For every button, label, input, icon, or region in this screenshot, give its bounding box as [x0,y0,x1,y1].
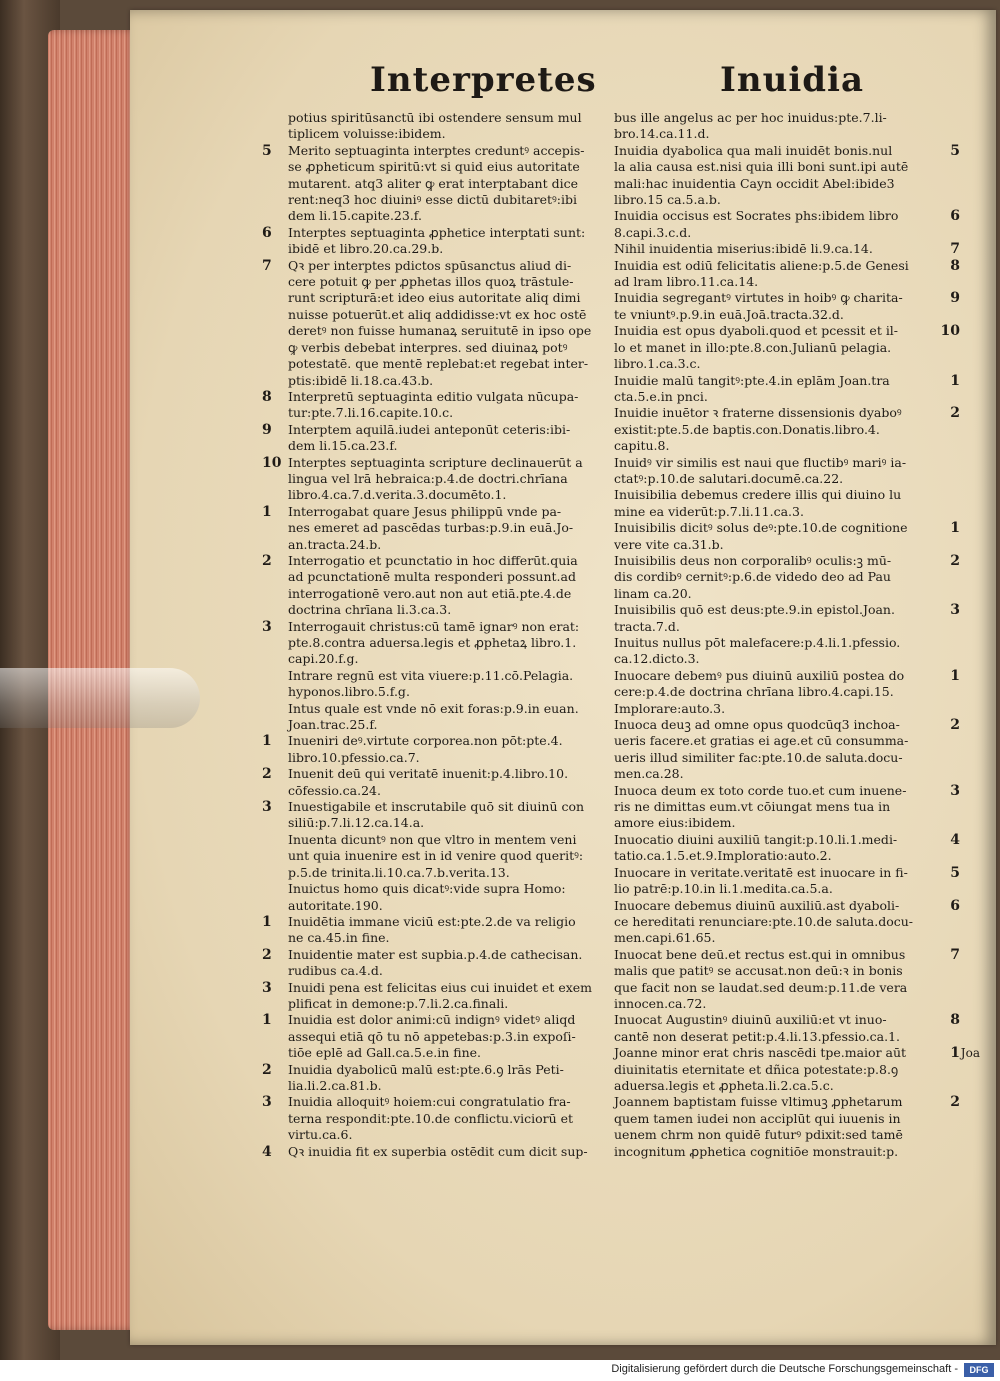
index-entry [288,668,608,701]
index-entry [262,421,608,455]
entry-number: 5 [950,864,960,881]
entry-number: 2 [950,1094,960,1111]
index-entry [614,552,960,602]
entry-number: 2 [262,766,272,783]
index-entry [262,733,608,766]
index-entry [262,766,608,799]
index-entry [614,257,960,291]
entry-number: 5 [950,142,960,159]
footer-bar [0,1360,1000,1381]
index-entry [288,110,608,143]
entry-text: Inuocatio diuini auxiliū tangit:p.10.li.1.medi- tatio.ca.1.5.et.9.Imploratio:auto.2. [614,831,898,864]
entry-text: Inuoca deum ex toto corde tuo.et cum inuene- ris ne dimittas eum.vt cōiungat mens tua in amore eius:ibidem. [614,782,907,831]
entry-text: Inuidia est odiū felicitatis aliene:p.5.de Genesi ad lram libro.11.ca.14. [614,257,909,290]
entry-text: Inuidia est dolor animi:cū indignꝰ videtꝰ aliqd assequi etiā qō tu nō appetebas:p.3.in expoſi- tiōe eplē ad Gall.ca.5.e.in fine. [288,1012,576,1061]
index-entry [614,487,924,520]
entry-number: 9 [262,421,272,438]
entry-number: 1 [950,372,960,389]
index-entry [614,323,960,372]
entry-number: 3 [262,618,272,635]
index-entry [614,520,960,553]
index-entry [262,946,608,980]
entry-text: Joannem baptistam fuisse vltimuꝫ ꝓphetarum quem tamen iudei non acciplūt qui iuuenis in uenem chrm non quidē futurꝰ pdixit:sed tamē incognitum ꝓphetica cognitiōe monstrauit:p. [614,1094,903,1159]
entry-text: Interpretū septuaginta editio vulgata nūcupa- tur:pte.7.li.16.capite.10.c. [288,388,579,421]
index-entry [262,913,608,947]
entry-text: Interrogabat quare Jesus philippū vnde pa- nes emeret ad pascēdas turbas:p.9.in euā.Jo- an.tracta.24.b. [288,503,574,552]
entry-text: Inuidia est opus dyaboli.quod et pcessit et il- lo et manet in illo:pte.8.con.Julianū pelagia. libro.1.ca.3.c. [614,323,899,372]
entry-number: 4 [262,1143,272,1160]
index-entry [262,257,608,389]
entry-text: Inuidia occisus est Socrates phs:ibidem libro 8.capi.3.c.d. [614,208,899,240]
footer-credit: Digitalisierung gefördert durch die Deutsche Forschungsgemeinschaft - [611,1363,958,1375]
entry-text: Inuidia dyabolicū malū est:pte.6.ꝯ lrās Peti- lia.li.2.ca.81.b. [288,1061,564,1093]
entry-number: 7 [950,946,960,963]
entry-text: Inuidi pena est felicitas eius cui inuidet et exem plificat in demone:p.7.li.2.ca.finali. [288,979,593,1011]
index-entry [614,208,960,241]
entry-text: Inuisibilis quō est deus:pte.9.in epistol.Joan. tracta.7.d. [614,602,895,634]
entry-text: Inuidie malū tangitꝰ:pte.4.in eplām Joan.tra cta.5.e.in pnci. [614,372,890,404]
entry-number: 8 [950,257,960,274]
index-entry [262,503,608,553]
index-entry [262,454,608,504]
entry-number: 2 [262,946,272,963]
entry-text: Merito septuaginta interptes creduntꝰ accepis- se ꝓpheticum spiritū:vt si quid eius autoritate mutarent. atq3 aliter ꝙ erat interptabant dice rent:neq3 hoc diuiniꝰ esse dictū dubitaretꝰ:ibi dem li.15.capite.23.f. [288,142,585,224]
entry-text: Inuenit deū qui veritatē inuenit:p.4.libro.10. cōfessio.ca.24. [288,766,569,798]
entry-number: 5 [262,142,272,159]
index-entry [614,782,960,832]
entry-text: Joanne minor erat chris nascēdi tpe.maior aūt diuinitatis eternitate et dñica potestate:p.8.ꝯ aduersa.legis et ꝓpheta.li.2.ca.5.c. [614,1045,907,1093]
left-column [262,110,608,1160]
entry-text: Inuocat bene deū.et rectus est.qui in omnibus malis que patitꝰ se accusat.non deū:ꝛ in bonis que facit non se laudat.sed deum:p.11.de vera innocen.ca.72. [614,946,908,1011]
index-entry [262,224,608,258]
entry-text: Inuidētia immane viciū est:pte.2.de va religio ne ca.45.in fine. [288,913,576,946]
entry-text: Interrogauit christus:cū tamē ignarꝰ non erat: pte.8.contra aduersa.legis et ꝓphetaꝝ libro.1. capi.20.f.g. [288,618,580,667]
index-entry [262,142,608,225]
index-entry [262,618,608,668]
entry-text: Interptes septuaginta scripture declinauerūt a lingua vel lrā hebraica:p.4.de doctri.chrīana libro.4.ca.7.d.verita.3.documēto.1. [288,454,583,503]
entry-text: Inueniri deꝰ.virtute corporea.non pōt:pte.4. libro.10.pfessio.ca.7. [288,733,563,765]
entry-number: 1 [950,1045,960,1062]
entry-number: 10 [940,323,960,340]
entry-number: 1 [262,1012,272,1029]
entry-text: Inuisibilis deus non corporalibꝰ oculis:ꝫ mū- dis cordibꝰ cernitꝰ:p.6.de videdo deo ad Pau linam ca.20. [614,552,892,601]
entry-number: 1 [950,667,960,684]
index-entry [614,1094,960,1160]
entry-text: Nihil inuidentia miserius:ibidē li.9.ca.14. [614,241,873,257]
index-entry [614,831,960,865]
right-running-head: Inuidia [720,60,864,100]
entry-number: 1 [950,520,960,537]
index-entry [614,241,960,258]
entry-text: Inuocare debemus diuinū auxiliū.ast dyaboli- ce hereditati renunciare:pte.10.de saluta.docu- men.capi.61.65. [614,897,914,946]
entry-text: Inuitus nullus pōt malefacere:p.4.li.1.pfessio. ca.12.dicto.3. [614,635,901,667]
entry-text: Inuidie inuētor ꝛ fraterne dissensionis dyaboꝰ existit:pte.5.de baptis.con.Donatis.libro.4. capitu.8. [614,405,902,454]
entry-text: Inuocare in veritate.veritatē est inuocare in fi- lio patrē:p.10.in li.1.medita.ca.5.a. [614,864,908,897]
index-entry [614,635,924,668]
index-entry [614,602,960,635]
entry-text: Inuestigabile et inscrutabile quō sit diuinū con siliū:p.7.li.12.ca.14.a. [288,799,585,831]
entry-number: 2 [950,717,960,734]
entry-text: Inuidia alloquitꝰ hoiem:cui congratulatio fra- terna respondit:pte.10.de conflictu.viciorū et virtu.ca.6. [288,1094,574,1143]
index-entry [614,405,960,454]
index-entry [614,1045,980,1094]
entry-text: Inuenta dicuntꝰ non que vltro in mentem veni unt quia inuenire est in id venire quod queritꝰ: p.5.de trinita.li.10.ca.7.b.verita.13. [288,831,584,880]
index-entry [262,1094,608,1143]
index-entry [288,832,608,881]
entry-number: 1 [262,503,272,520]
entry-number: 1 [262,913,272,930]
index-entry [288,881,608,914]
entry-number: 6 [950,208,960,225]
index-entry [614,110,924,143]
book-page [130,10,996,1345]
entry-number: 7 [262,257,272,274]
index-entry [614,667,960,717]
entry-number: 6 [950,897,960,914]
index-entry [614,717,960,783]
entry-number: 3 [262,799,272,816]
dfg-logo: DFG [964,1363,994,1377]
index-entry [614,142,960,209]
entry-number: 9 [950,290,960,307]
index-entry [262,1143,608,1160]
entry-number: 8 [950,1012,960,1029]
entry-number: 7 [950,241,960,258]
index-entry [614,290,960,323]
index-entry [262,979,608,1013]
entry-text: Inuictus homo quis dicatꝰ:vide supra Homo: autoritate.190. [288,881,566,913]
left-running-head: Interpretes [370,60,597,100]
entry-text: potius spiritūsanctū ibi ostendere sensum mul tiplicem voluisse:ibidem. [288,110,582,142]
entry-text: Intrare regnū est vita viuere:p.11.cō.Pelagia. hyponos.libro.5.f.g. [288,667,574,700]
entry-text: Inuidia dyabolica qua mali inuidēt bonis.nul la alia causa est.nisi quia illi boni sunt.ipi autē mali:hac inuidentia Cayn occidit Abel:ibide3 libro.15 ca.5.a.b. [614,142,909,208]
entry-text: Qꝛ inuidia fit ex superbia ostēdit cum dicit sup- [288,1143,588,1159]
index-entry [614,946,960,1013]
entry-number: 3 [262,1094,272,1111]
entry-number: 4 [950,831,960,848]
entry-number: 6 [262,224,272,241]
entry-text: Interptes septuaginta ꝓphetice interptati sunt: ibidē et libro.20.ca.29.b. [288,224,586,257]
entry-number: 3 [950,602,960,619]
index-entry [614,372,960,406]
entry-number: 2 [262,552,272,569]
index-entry [614,1012,960,1045]
entry-text: Intus quale est vnde nō exit foras:p.9.in euan. Joan.trac.25.f. [288,700,579,733]
index-entry [262,1012,608,1061]
index-entry [614,897,960,947]
entry-text: Interrogatio et pcunctatio in hoc differūt.quia ad pcunctationē multa responderi possunt.ad interrogationē vero.aut non aut etiā.pte.4.de doctrina chrīana li.3.ca.3. [288,552,578,618]
entry-number: 10 [262,454,282,471]
entry-text: Inuidia segregantꝰ virtutes in hoibꝰ ꝙ charita- te vniuntꝰ.p.9.in euā.Joā.tracta.32.d. [614,290,903,322]
entry-text: Interptem aquilā.iudei anteponūt ceteris:ibi- dem li.15.ca.23.f. [288,421,571,454]
entry-text: Qꝛ per interptes pdictos spūsanctus aliud di- cere potuit ꝙ per ꝓphetas illos quoꝝ trāstule- runt scripturā:et ideo eius autoritate aliq dimi nuisse potuerūt.et aliq addidisse:vt ex hoc ostē deretꝰ non fuisse humanaꝝ seruitutē in ipso ope ꝙ verbis debebat interpres. sed diuinaꝝ potꝰ potestatē. que mentē replebat:et regebat inter- ptis:ibidē li.18.ca.43.b. [288,257,592,388]
entry-text: Inuocare debemꝰ pus diuinū auxiliū postea do cere:p.4.de doctrina chrīana libro.4.capi.15. Implorare:auto.3. [614,667,905,716]
entry-text: Inuocat Augustinꝰ diuinū auxiliū:et vt inuo- cantē non deserat petit:p.4.li.13.pfessio.ca.1. [614,1012,901,1044]
entry-number: 3 [950,782,960,799]
index-entry [614,864,960,898]
index-entry [614,455,924,488]
entry-number: 1 [262,733,272,750]
entry-text: Inuisibilis dicitꝰ solus deꝰ:pte.10.de cognitione vere vite ca.31.b. [614,520,908,552]
entry-number: 3 [262,979,272,996]
entry-number: 2 [950,552,960,569]
index-entry [288,701,608,734]
entry-number: 8 [262,388,272,405]
margin-reference: Joa [960,1046,980,1061]
index-entry [262,799,608,832]
magnifier-bar [0,668,200,728]
right-column [614,110,980,1160]
index-entry [262,1061,608,1095]
entry-text: Inuidꝰ vir similis est naui que fluctibꝰ mariꝰ ia- ctatꝰ:p.10.de salutari.documē.ca.22. [614,454,907,486]
entry-text: Inuidentie mater est supbia.p.4.de cathecisan. rudibus ca.4.d. [288,946,583,979]
entry-number: 2 [950,405,960,422]
index-entry [262,552,608,619]
entry-text: Inuisibilia debemus credere illis qui diuino lu mine ea viderūt:p.7.li.11.ca.3. [614,487,902,519]
entry-text: Inuoca deuꝫ ad omne opus quodcūq3 inchoa- ueris facere.et gratias ei age.et cū consumma- ueris illud similiter fac:pte.10.de saluta.docu- men.ca.28. [614,717,909,782]
index-entry [262,388,608,422]
entry-text: bus ille angelus ac per hoc inuidus:pte.7.li- bro.14.ca.11.d. [614,110,887,142]
entry-number: 2 [262,1061,272,1078]
